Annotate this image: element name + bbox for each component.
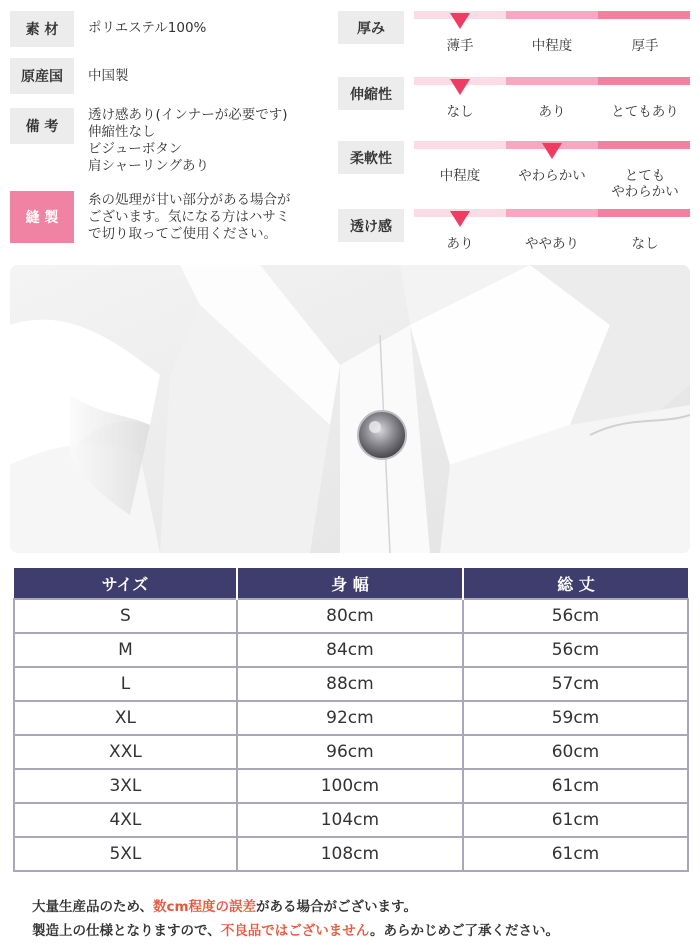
origin-label: 原産国 — [10, 58, 74, 94]
remarks-value — [88, 107, 328, 175]
sewing-line: で切り取ってご使用ください。 — [88, 226, 277, 242]
material-label: 素 材 — [10, 11, 74, 47]
product-photo — [10, 265, 690, 553]
table-row — [14, 633, 688, 667]
scale-label: 厚み — [338, 11, 404, 44]
scale-label: 伸縮性 — [338, 77, 404, 110]
scale-option: とても やわらかい — [611, 168, 679, 200]
scale-option: 薄手 — [446, 38, 474, 54]
cell-width: 88cm — [237, 667, 463, 701]
cell-length: 56cm — [463, 599, 688, 633]
cell-size: L — [14, 667, 237, 701]
scale-segment — [506, 11, 598, 19]
scale-marker — [450, 211, 470, 227]
scale-option: とてもあり — [611, 104, 679, 120]
cell-size: 5XL — [14, 837, 237, 871]
scale-marker — [450, 79, 470, 95]
table-row — [14, 769, 688, 803]
cell-length: 59cm — [463, 701, 688, 735]
cell-length: 56cm — [463, 633, 688, 667]
cell-length: 61cm — [463, 803, 688, 837]
remarks-line: 透け感あり(インナーが必要です) — [88, 107, 288, 123]
cell-width: 104cm — [237, 803, 463, 837]
table-row — [14, 837, 688, 871]
note-1-post: がある場合がございます。 — [256, 899, 417, 915]
sewing-label: 縫 製 — [10, 191, 74, 243]
scale-option: ややあり — [525, 236, 579, 252]
note-2-post: 。あらかじめご了承ください。 — [370, 923, 560, 939]
cell-size: S — [14, 599, 237, 633]
cell-size: XL — [14, 701, 237, 735]
scale-option: あり — [538, 104, 566, 120]
scale-option: やわらかい — [518, 168, 586, 184]
scale-segment — [506, 209, 598, 217]
cell-length: 61cm — [463, 769, 688, 803]
scale-segment — [598, 11, 690, 19]
scale-marker — [542, 143, 562, 159]
header-width: 身 幅 — [237, 568, 463, 599]
scale-marker — [450, 13, 470, 29]
note-line-2 — [32, 919, 559, 939]
table-row — [14, 735, 688, 769]
cell-size: 4XL — [14, 803, 237, 837]
remarks-line: 伸縮性なし — [88, 124, 156, 140]
scale-option: なし — [446, 104, 474, 120]
cell-width: 108cm — [237, 837, 463, 871]
remarks-label: 備 考 — [10, 108, 74, 144]
table-row — [14, 701, 688, 735]
note-1-pre: 大量生産品のため、 — [32, 899, 153, 915]
scale-segment — [598, 77, 690, 85]
scale-option: 中程度 — [439, 168, 481, 184]
origin-value: 中国製 — [88, 68, 129, 84]
remarks-line: 肩シャーリングあり — [88, 158, 209, 174]
size-table-header-row — [14, 568, 688, 599]
note-2-highlight: 不良品ではございません — [220, 923, 371, 939]
sewing-line: ございます。気になる方はハサミ — [88, 209, 290, 225]
scale-segment — [598, 141, 690, 149]
sewing-value — [88, 192, 328, 243]
blouse-closeup-image — [10, 265, 690, 553]
cell-length: 57cm — [463, 667, 688, 701]
material-value: ポリエステル100% — [88, 20, 207, 36]
scale-label: 透け感 — [338, 209, 404, 242]
scale-option: 中程度 — [531, 38, 573, 54]
cell-size: 3XL — [14, 769, 237, 803]
table-row — [14, 667, 688, 701]
scale-segment — [598, 209, 690, 217]
cell-width: 96cm — [237, 735, 463, 769]
note-line-1 — [32, 895, 417, 915]
cell-width: 84cm — [237, 633, 463, 667]
remarks-line: ビジューボタン — [88, 141, 183, 157]
scale-segment — [414, 141, 506, 149]
note-2-pre: 製造上の仕様となりますので、 — [32, 923, 221, 939]
scale-label: 柔軟性 — [338, 141, 404, 174]
cell-width: 92cm — [237, 701, 463, 735]
size-table — [13, 568, 689, 872]
header-length: 総 丈 — [463, 568, 688, 599]
cell-width: 80cm — [237, 599, 463, 633]
scale-segment — [506, 77, 598, 85]
table-row — [14, 803, 688, 837]
cell-length: 61cm — [463, 837, 688, 871]
note-1-highlight: 数cm程度の誤差 — [152, 899, 257, 915]
scale-option: あり — [446, 236, 474, 252]
cell-size: XXL — [14, 735, 237, 769]
cell-width: 100cm — [237, 769, 463, 803]
cell-size: M — [14, 633, 237, 667]
scale-option: なし — [631, 236, 659, 252]
sewing-line: 糸の処理が甘い部分がある場合が — [88, 192, 291, 208]
header-size: サイズ — [14, 568, 237, 599]
table-row — [14, 599, 688, 633]
cell-length: 60cm — [463, 735, 688, 769]
scale-option: 厚手 — [631, 38, 659, 54]
